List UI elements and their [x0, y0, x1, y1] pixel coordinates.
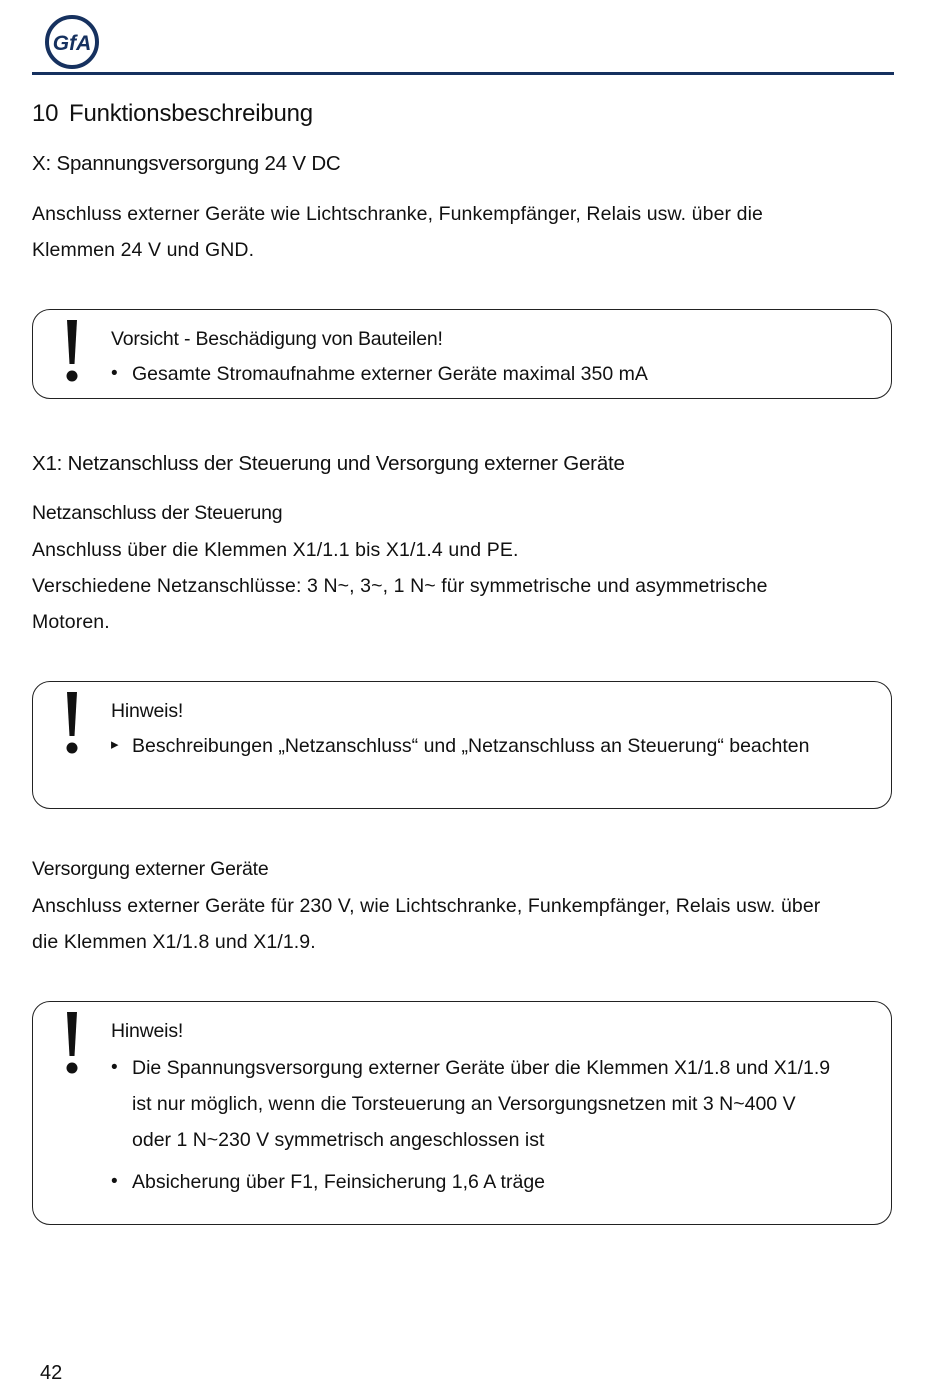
- x1-heading: X1: Netzanschluss der Steuerung und Versorgung externer Geräte: [32, 452, 625, 475]
- caution-list: [111, 356, 881, 392]
- hint-item-line: oder 1 N~230 V symmetrisch angeschlossen ist: [132, 1129, 545, 1151]
- x1-line-2: Verschiedene Netzanschlüsse: 3 N~, 3~, 1 N~ für symmetrische und asymmetrische: [32, 575, 768, 597]
- external-line-1: Anschluss externer Geräte für 230 V, wie Lichtschranke, Funkempfänger, Relais usw. über: [32, 895, 821, 917]
- x-power-line-1: Anschluss externer Geräte wie Lichtschranke, Funkempfänger, Relais usw. über die: [32, 203, 763, 225]
- section-title-text: Funktionsbeschreibung: [69, 100, 313, 127]
- hint-item-line: ist nur möglich, wenn die Torsteuerung an Versorgungsnetzen mit 3 N~400 V: [132, 1093, 796, 1115]
- external-line-2: die Klemmen X1/1.8 und X1/1.9.: [32, 931, 316, 953]
- x-power-heading: X: Spannungsversorgung 24 V DC: [32, 152, 341, 175]
- x1-line-3: Motoren.: [32, 611, 110, 633]
- hint-item-line: Die Spannungsversorgung externer Geräte über die Klemmen X1/1.8 und X1/1.9: [132, 1057, 831, 1079]
- hint-item-line: Absicherung über F1, Feinsicherung 1,6 A träge: [132, 1171, 546, 1193]
- x1-line-1: Anschluss über die Klemmen X1/1.1 bis X1/1.4 und PE.: [32, 539, 519, 561]
- hint-list-2: [111, 1050, 881, 1200]
- exclamation-icon: [60, 692, 84, 756]
- x1-paragraph: [32, 532, 902, 640]
- exclamation-icon: [60, 1012, 84, 1076]
- hint-title-2: Hinweis!: [111, 1020, 184, 1042]
- caution-item: • Gesamte Stromaufnahme externer Geräte maximal 350 mA: [111, 356, 881, 392]
- header-rule: [32, 72, 894, 75]
- x-power-paragraph: [32, 196, 902, 268]
- external-sub-heading: Versorgung externer Geräte: [32, 858, 269, 880]
- hint-item: ▸ Beschreibungen „Netzanschluss“ und „Netzanschluss an Steuerung“ beachten: [111, 728, 881, 764]
- hint-box-1: [32, 681, 892, 809]
- gfa-logo: [44, 14, 100, 70]
- caution-box: [32, 309, 892, 399]
- caution-title: Vorsicht - Beschädigung von Bauteilen!: [111, 328, 443, 350]
- external-paragraph: [32, 888, 902, 960]
- exclamation-icon: [60, 320, 84, 384]
- section-number: 10: [32, 100, 59, 127]
- page-number: 42: [40, 1362, 63, 1384]
- hint-title-1: Hinweis!: [111, 700, 184, 722]
- hint-box-2: [32, 1001, 892, 1225]
- hint-item: [111, 1164, 881, 1200]
- logo-text: GfA: [52, 32, 92, 55]
- hint-list-1: [111, 728, 881, 764]
- x1-sub-heading: Netzanschluss der Steuerung: [32, 502, 283, 524]
- hint-item: [111, 1050, 881, 1158]
- x-power-line-2: Klemmen 24 V und GND.: [32, 239, 255, 261]
- section-title: [32, 100, 313, 128]
